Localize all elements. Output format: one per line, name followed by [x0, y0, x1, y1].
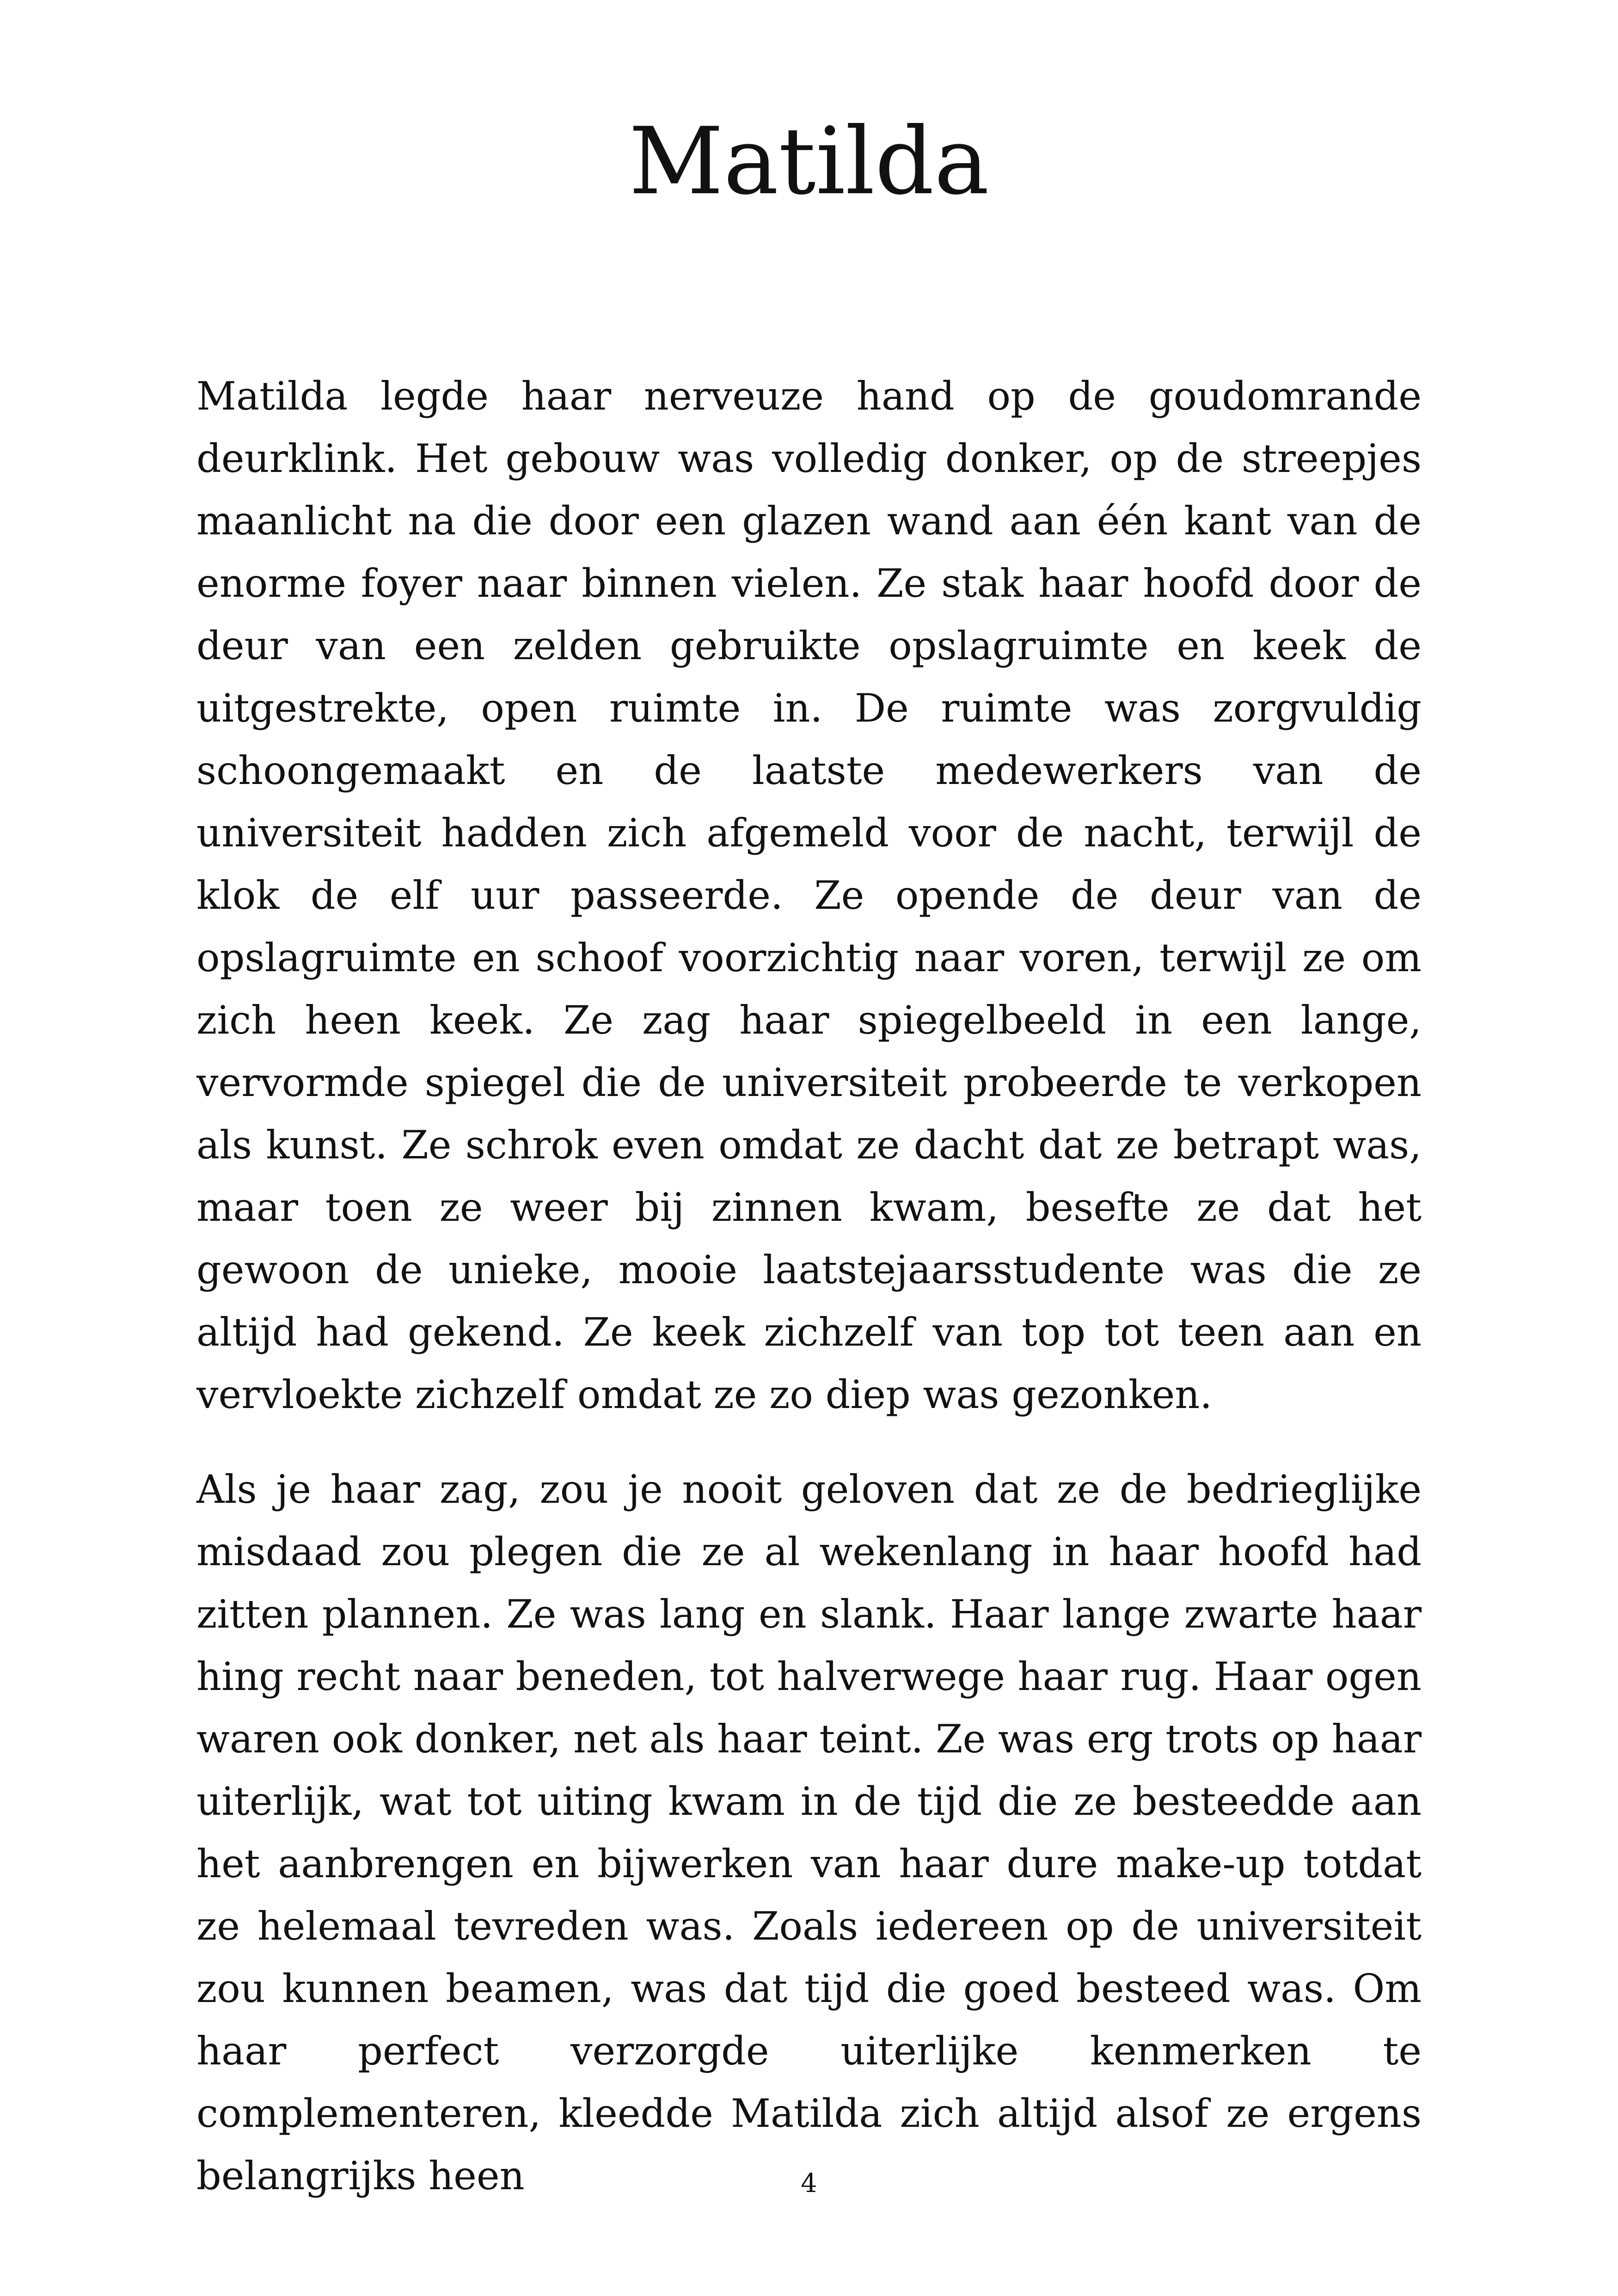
paragraph: Als je haar zag, zou je nooit geloven dat ze de bedrieglijke misdaad zou plegen die ze al wekenlang in haar hoofd had zitten plannen. Ze was lang en slank. Haar lange zwarte haar hing recht naar beneden, tot halverwege haar rug. Haar ogen waren ook donker, net als haar teint. Ze was erg trots op haar uiterlijk, wat tot uiting kwam in de tijd die ze besteedde aan het aanbrengen en bijwerken van haar dure make-up totdat ze helemaal tevreden was. Zoals iedereen op de universiteit zou kunnen beamen, was dat tijd die goed besteed was. Om haar perfect verzorgde uiterlijke kenmerken te complementeren, kleedde Matilda zich altijd alsof ze ergens belangrijks heen: [196, 1467, 1422, 2198]
paragraph: Matilda legde haar nerveuze hand op de goudomrande deurklink. Het gebouw was volledig donker, op de streepjes maanlicht na die door een glazen wand aan één kant van de enorme foyer naar binnen vielen. Ze stak haar hoofd door de deur van een zelden gebruikte opslagruimte en keek de uitgestrekte, open ruimte in. De ruimte was zorgvuldig schoongemaakt en de laatste medewerkers van de universiteit hadden zich afgemeld voor de nacht, terwijl de klok de elf uur passeerde. Ze opende de deur van de opslagruimte en schoof voorzichtig naar voren, terwijl ze om zich heen keek. Ze zag haar spiegelbeeld in een lange, vervormde spiegel die de universiteit probeerde te verkopen als kunst. Ze schrok even omdat ze dacht dat ze betrapt was, maar toen ze weer bij zinnen kwam, besefte ze dat het gewoon de unieke, mooie laatstejaarsstudente was die ze altijd had gekend. Ze keek zichzelf van top tot teen aan en vervloekte zichzelf omdat ze zo diep was gezonken.: [196, 373, 1422, 1417]
body-text: [196, 365, 1422, 2240]
page-number: 4: [801, 2168, 817, 2198]
chapter-title: Matilda: [629, 108, 989, 215]
